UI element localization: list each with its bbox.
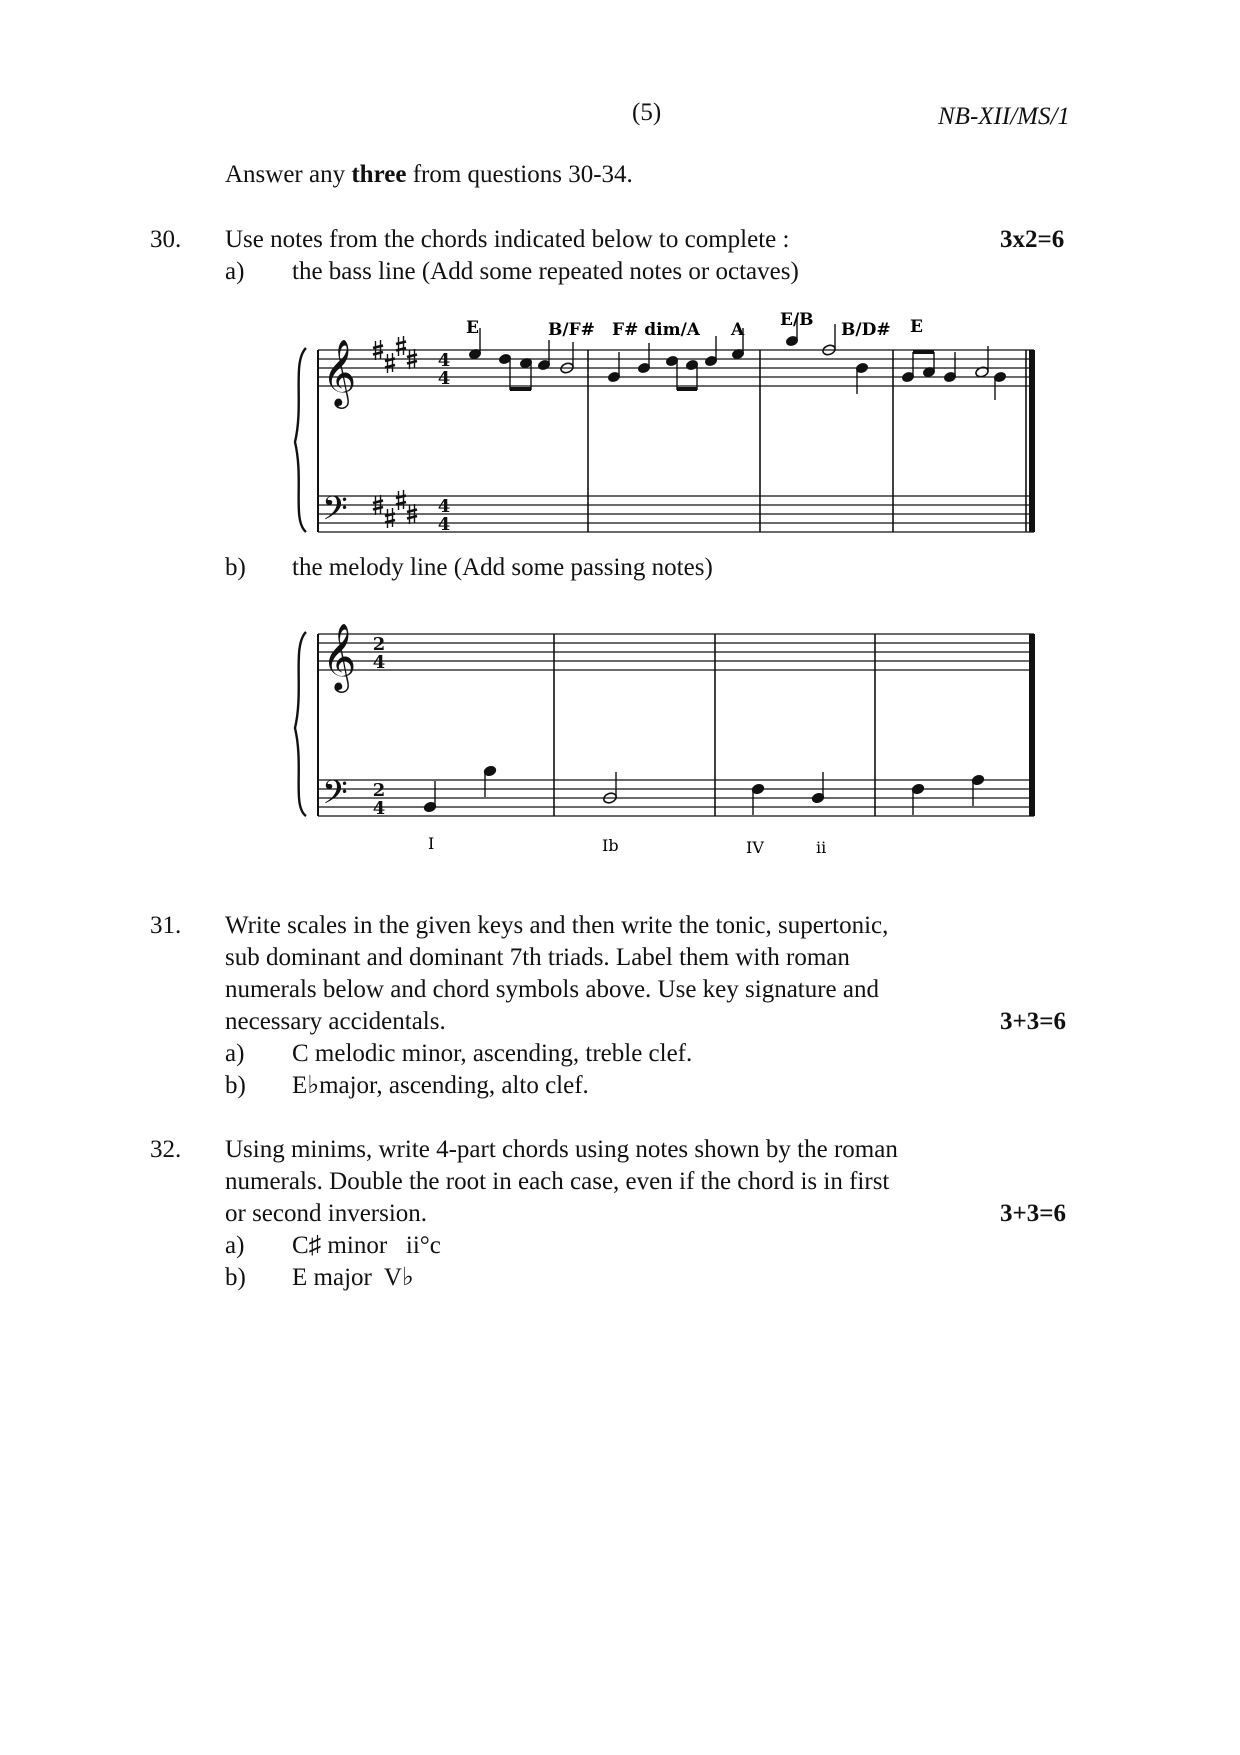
q31b-text: E♭major, ascending, alto clef.	[292, 1072, 589, 1099]
q32-line-2: numerals. Double the root in each case, even if the chord is in first	[225, 1168, 890, 1195]
svg-text:4: 4	[372, 652, 386, 673]
treble-clef-icon: 𝄞	[322, 338, 357, 406]
score-b-time-signature	[373, 634, 386, 819]
roman-numeral: Ib	[602, 836, 619, 855]
q30a-label: a)	[225, 258, 245, 285]
q31-marks: 3+3=6	[1000, 1008, 1066, 1035]
q30b-text: the melody line (Add some passing notes)	[292, 554, 713, 581]
instruction-prefix: Answer any	[225, 161, 352, 188]
paper-code: NB-XII/MS/1	[938, 103, 1070, 130]
q32-line-3: or second inversion.	[225, 1200, 428, 1227]
score-a-time-signature	[438, 350, 451, 535]
q31a-text: C melodic minor, ascending, treble clef.	[292, 1040, 693, 1067]
score-b-final-barline	[1029, 634, 1035, 816]
q31-line-2: sub dominant and dominant 7th triads. Label them with roman	[225, 944, 850, 971]
roman-numeral: I	[428, 834, 435, 853]
score-a-brace	[295, 348, 306, 532]
svg-text:4: 4	[437, 496, 451, 517]
svg-text:4: 4	[372, 798, 386, 819]
svg-text:4: 4	[437, 350, 451, 371]
instruction-bold: three	[351, 161, 407, 188]
page-number: (5)	[632, 99, 662, 126]
q30-text: Use notes from the chords indicated below to complete :	[225, 226, 790, 253]
treble-clef-icon: 𝄞	[322, 622, 357, 690]
q32b-label: b)	[225, 1264, 246, 1291]
score-a	[295, 310, 1035, 536]
score-b-brace	[295, 632, 306, 816]
chord-symbol: E/B	[780, 310, 814, 330]
q32-marks: 3+3=6	[1000, 1200, 1066, 1227]
q31b-label: b)	[225, 1072, 246, 1099]
q30b-label: b)	[225, 554, 246, 581]
bass-clef-icon: 𝄢	[322, 774, 348, 820]
score-a-chord-symbols	[466, 310, 923, 340]
chord-symbol: B/F#	[548, 320, 595, 340]
q30-number: 30.	[150, 226, 182, 253]
score-a-bass-staff	[318, 496, 1034, 532]
svg-text:2: 2	[372, 780, 386, 801]
chord-symbol: E	[466, 318, 479, 338]
score-b	[295, 622, 1035, 857]
q32b-text: E major V♭	[292, 1264, 414, 1291]
q31-line-1: Write scales in the given keys and then write the tonic, supertonic,	[225, 912, 889, 939]
q32-line-1: Using minims, write 4-part chords using notes shown by the roman	[225, 1136, 898, 1163]
instruction-suffix: from questions 30-34.	[406, 161, 633, 188]
q31-number: 31.	[150, 912, 182, 939]
q31-line-4: necessary accidentals.	[225, 1008, 446, 1035]
q32a-label: a)	[225, 1232, 245, 1259]
svg-text:2: 2	[372, 634, 386, 655]
q31a-label: a)	[225, 1040, 245, 1067]
score-b-treble-staff	[318, 634, 1034, 670]
q30-marks: 3x2=6	[1000, 226, 1065, 253]
q32a-text: C♯ minor ii°c	[292, 1232, 441, 1259]
roman-numeral: IV	[746, 838, 764, 857]
svg-text:4: 4	[437, 368, 451, 389]
score-a-final-barline	[1029, 350, 1035, 532]
chord-symbol: A	[731, 320, 745, 340]
chord-symbol: F# dim/A	[612, 320, 700, 340]
chord-symbol: B/D#	[841, 320, 891, 340]
q32-number: 32.	[150, 1136, 182, 1163]
roman-numeral: ii	[816, 838, 827, 857]
chord-symbol: E	[910, 317, 923, 337]
svg-text:4: 4	[437, 514, 451, 535]
score-b-roman-numerals	[428, 834, 826, 857]
q30a-text: the bass line (Add some repeated notes or octaves)	[292, 258, 799, 285]
bass-clef-icon: 𝄢	[322, 490, 348, 536]
q31-line-3: numerals below and chord symbols above. Use key signature and	[225, 976, 880, 1003]
